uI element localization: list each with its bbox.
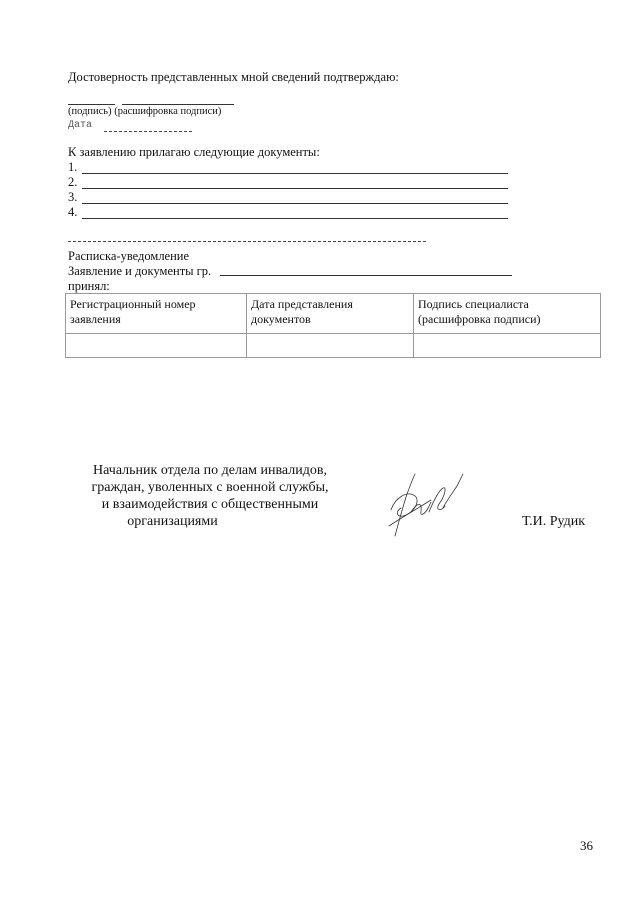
- signatory-line-2: граждан, уволенных с военной службы,: [91, 480, 329, 495]
- signature-caption: (подпись) (расшифровка подписи): [68, 106, 222, 117]
- date-label: Дата: [68, 120, 93, 131]
- header-cell-reg-number: [66, 294, 247, 334]
- signatory-line-1: Начальник отдела по делам инвалидов,: [93, 463, 327, 478]
- attachment-line-1[interactable]: [82, 173, 508, 174]
- signature-decryption-blank[interactable]: [122, 104, 234, 105]
- attachments-heading: К заявлению прилагаю следующие документы:: [68, 145, 320, 159]
- signature-blank[interactable]: [68, 104, 115, 105]
- attachment-number-3: 3.: [68, 190, 78, 204]
- receipt-title: Расписка-уведомление: [68, 249, 190, 263]
- receipt-accepted-label: принял:: [68, 279, 110, 293]
- header-date-line2: документов: [251, 312, 311, 326]
- attachment-number-4: 4.: [68, 205, 78, 219]
- receipt-applicant-label: Заявление и документы гр.: [68, 264, 212, 278]
- header-signature-line2: (расшифровка подписи): [418, 312, 541, 326]
- header-signature-line1: Подпись специалиста: [418, 297, 529, 311]
- signatory-name: Т.И. Рудик: [522, 514, 586, 529]
- table-header-row: [66, 294, 601, 334]
- header-cell-signature: [414, 294, 601, 334]
- header-cell-date: [247, 294, 414, 334]
- header-date-line1: Дата представления: [251, 297, 353, 311]
- table-row: [66, 334, 601, 358]
- page-number: 36: [580, 838, 593, 853]
- applicant-name-line[interactable]: [220, 275, 512, 276]
- confirmation-text: Достоверность представленных мной сведений подтверждаю:: [68, 70, 399, 84]
- signatory-position: [60, 462, 360, 530]
- attachment-number-1: 1.: [68, 160, 78, 174]
- cell-date[interactable]: [247, 334, 414, 358]
- attachment-line-2[interactable]: [82, 188, 508, 189]
- receipt-table: [65, 293, 601, 358]
- signatory-line-4: организациями: [127, 514, 218, 529]
- header-reg-number-line1: Регистрационный номер: [70, 297, 196, 311]
- cell-reg-number[interactable]: [66, 334, 247, 358]
- cut-line: [68, 241, 426, 242]
- cell-signature[interactable]: [414, 334, 601, 358]
- date-blank[interactable]: [104, 131, 192, 132]
- attachment-line-4[interactable]: [82, 218, 508, 219]
- attachment-line-3[interactable]: [82, 203, 508, 204]
- handwritten-signature: [385, 466, 465, 542]
- header-reg-number-line2: заявления: [70, 312, 121, 326]
- attachment-number-2: 2.: [68, 175, 78, 189]
- signatory-line-3: и взаимодействия с общественными: [101, 497, 319, 512]
